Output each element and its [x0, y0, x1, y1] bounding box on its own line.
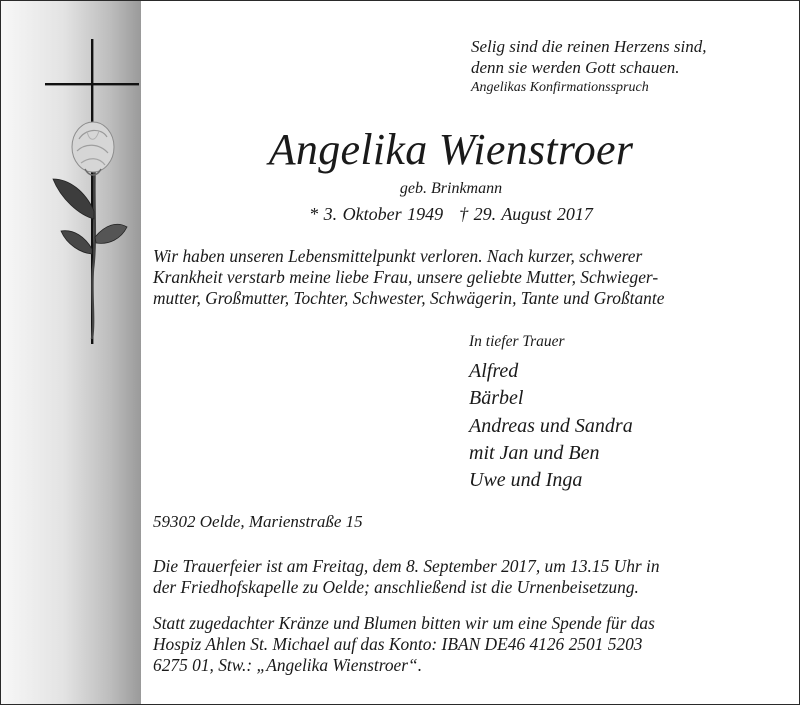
intro-line: Krankheit verstarb meine liebe Frau, unsere geliebte Mutter, Schwieger- — [153, 267, 659, 287]
mourning-heading: In tiefer Trauer — [469, 333, 565, 350]
intro-line: Wir haben unseren Lebensmittelpunkt verloren. Nach kurzer, schwerer — [153, 246, 643, 266]
birth-date: * 3. Oktober 1949 — [309, 204, 444, 224]
donation-line: Hospiz Ahlen St. Michael auf das Konto: IBAN DE46 4126 2501 5203 — [153, 634, 643, 654]
donation-line: 6275 01, Stw.: „Angelika Wienstroer“. — [153, 655, 423, 675]
mourner-name: Andreas und Sandra — [469, 414, 633, 437]
mourner-name: Alfred — [469, 360, 519, 382]
life-dates — [1, 203, 800, 225]
mourner-list — [469, 358, 633, 494]
birth-name: geb. Brinkmann — [399, 180, 503, 197]
deceased-name: Angelika Wienstroer — [268, 125, 634, 174]
intro-line: mutter, Großmutter, Tochter, Schwester, Schwägerin, Tante und Großtante — [153, 288, 665, 308]
mourner-name: mit Jan und Ben — [469, 441, 600, 464]
mourner-name: Bärbel — [469, 387, 524, 410]
verse-line: Selig sind die reinen Herzens sind, — [471, 37, 707, 56]
verse-line: denn sie werden Gott schauen. — [471, 58, 680, 77]
donation-line: Statt zugedachter Kränze und Blumen bitten wir um eine Spende für das — [153, 613, 655, 633]
confirmation-verse — [471, 36, 706, 98]
mourner-name: Uwe und Inga — [469, 469, 583, 492]
family-address: 59302 Oelde, Marienstraße 15 — [153, 512, 363, 531]
death-date: † 29. August 2017 — [459, 204, 593, 224]
funeral-line: Die Trauerfeier ist am Freitag, dem 8. September 2017, um 13.15 Uhr in — [153, 556, 660, 576]
funeral-line: der Friedhofskapelle zu Oelde; anschließend ist die Urnenbeisetzung. — [153, 577, 639, 597]
funeral-info — [153, 556, 660, 598]
verse-source: Angelikas Konfirmationsspruch — [471, 80, 649, 95]
intro-text — [153, 246, 664, 309]
donation-info — [153, 613, 655, 676]
